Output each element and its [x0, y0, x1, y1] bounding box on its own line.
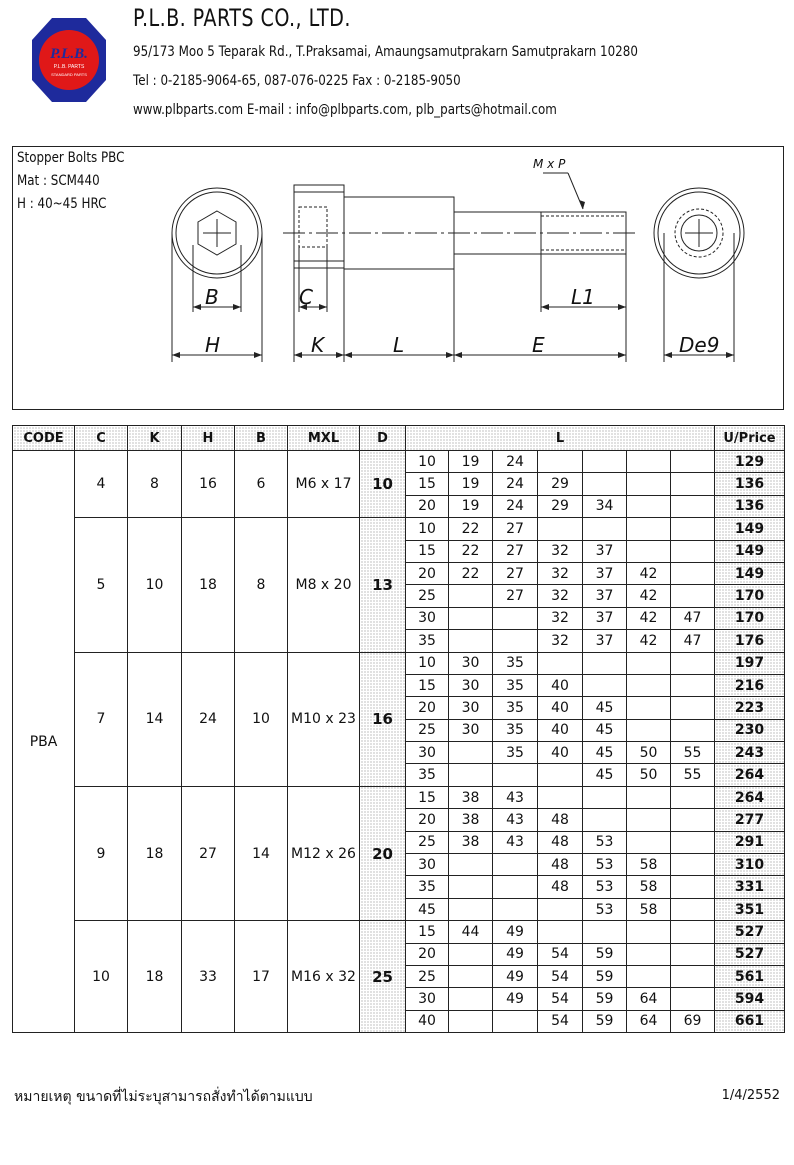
l-cell: 42 [627, 607, 671, 629]
l-cell [449, 898, 493, 920]
h-cell: 16 [182, 451, 235, 518]
price-cell: 149 [715, 518, 785, 540]
svg-text:P.L.B. PARTS: P.L.B. PARTS [53, 64, 85, 70]
l-cell: 37 [583, 562, 627, 584]
footer-note: หมายเหตุ ขนาดที่ไม่ระบุสามารถสั่งทำได้ตามแบบ [14, 1089, 313, 1105]
l-cell [627, 697, 671, 719]
l-cell [671, 540, 715, 562]
c-cell: 5 [75, 518, 128, 652]
price-table [12, 425, 785, 1033]
l-cell: 47 [671, 630, 715, 652]
l-cell: 64 [627, 988, 671, 1010]
l-cell: 35 [493, 697, 538, 719]
l-cell [671, 495, 715, 517]
l-cell [583, 921, 627, 943]
company-web-email: www.plbparts.com E-mail : info@plbparts.com, plb_parts@hotmail.com [133, 102, 557, 118]
l-cell [671, 965, 715, 987]
l-cell [538, 786, 583, 808]
l-cell [671, 988, 715, 1010]
d-cell: 25 [360, 921, 406, 1033]
l-cell [583, 809, 627, 831]
l-cell: 45 [406, 898, 449, 920]
l-cell: 53 [583, 854, 627, 876]
header-d: D [360, 426, 406, 451]
l-cell: 10 [406, 451, 449, 473]
l-cell [671, 652, 715, 674]
b-cell: 17 [235, 921, 288, 1033]
l-cell: 37 [583, 630, 627, 652]
price-cell: 661 [715, 1010, 785, 1032]
price-cell: 230 [715, 719, 785, 741]
l-cell: 55 [671, 742, 715, 764]
l-cell: 58 [627, 898, 671, 920]
l-cell: 50 [627, 742, 671, 764]
l-cell: 54 [538, 988, 583, 1010]
dim-label-e: E [532, 333, 545, 357]
l-cell: 59 [583, 1010, 627, 1032]
price-cell: 149 [715, 540, 785, 562]
l-cell: 43 [493, 831, 538, 853]
header-price: U/Price [715, 426, 785, 451]
l-cell: 35 [493, 652, 538, 674]
l-cell [627, 674, 671, 696]
l-cell [449, 1010, 493, 1032]
l-cell: 35 [493, 742, 538, 764]
l-cell: 49 [493, 921, 538, 943]
header-k: K [128, 426, 182, 451]
l-cell: 50 [627, 764, 671, 786]
price-cell: 216 [715, 674, 785, 696]
l-cell: 30 [449, 719, 493, 741]
l-cell [538, 451, 583, 473]
price-cell: 351 [715, 898, 785, 920]
l-cell [627, 540, 671, 562]
l-cell: 32 [538, 607, 583, 629]
l-cell: 58 [627, 876, 671, 898]
l-cell: 45 [583, 697, 627, 719]
l-cell: 27 [493, 562, 538, 584]
l-cell [493, 876, 538, 898]
k-cell: 14 [128, 652, 182, 786]
price-cell: 277 [715, 809, 785, 831]
l-cell: 48 [538, 831, 583, 853]
price-cell: 527 [715, 943, 785, 965]
l-cell: 49 [493, 943, 538, 965]
product-hardness: H : 40~45 HRC [17, 196, 107, 212]
price-cell: 264 [715, 786, 785, 808]
bolt-drawing [13, 147, 783, 409]
price-cell: 264 [715, 764, 785, 786]
l-cell: 27 [493, 518, 538, 540]
dim-label-c: C [299, 285, 313, 309]
l-cell [671, 876, 715, 898]
price-cell: 594 [715, 988, 785, 1010]
l-cell [538, 764, 583, 786]
l-cell [449, 607, 493, 629]
price-cell: 331 [715, 876, 785, 898]
l-cell: 22 [449, 562, 493, 584]
l-cell [538, 921, 583, 943]
l-cell [671, 518, 715, 540]
price-cell: 170 [715, 607, 785, 629]
d-cell: 20 [360, 786, 406, 920]
l-cell: 42 [627, 562, 671, 584]
h-cell: 24 [182, 652, 235, 786]
price-cell: 136 [715, 473, 785, 495]
l-cell: 19 [449, 451, 493, 473]
table-row [13, 786, 785, 808]
l-cell [583, 674, 627, 696]
l-cell [449, 742, 493, 764]
l-cell [627, 965, 671, 987]
l-cell [493, 1010, 538, 1032]
price-cell: 176 [715, 630, 785, 652]
c-cell: 4 [75, 451, 128, 518]
l-cell: 40 [406, 1010, 449, 1032]
l-cell [449, 585, 493, 607]
l-cell [583, 786, 627, 808]
l-cell: 20 [406, 697, 449, 719]
l-cell [671, 943, 715, 965]
price-cell: 527 [715, 921, 785, 943]
dim-label-l1: L1 [571, 285, 595, 309]
price-cell: 149 [715, 562, 785, 584]
svg-text:STANDARD PARTS: STANDARD PARTS [51, 72, 87, 77]
l-cell [493, 630, 538, 652]
b-cell: 10 [235, 652, 288, 786]
dim-label-h: H [205, 333, 221, 357]
l-cell: 59 [583, 965, 627, 987]
l-cell [627, 943, 671, 965]
l-cell [627, 652, 671, 674]
l-cell [538, 518, 583, 540]
b-cell: 6 [235, 451, 288, 518]
table-header-row [13, 426, 785, 451]
l-cell [671, 854, 715, 876]
l-cell [671, 674, 715, 696]
c-cell: 9 [75, 786, 128, 920]
l-cell: 10 [406, 652, 449, 674]
price-cell: 561 [715, 965, 785, 987]
h-cell: 33 [182, 921, 235, 1033]
header-b: B [235, 426, 288, 451]
l-cell: 32 [538, 562, 583, 584]
header-h: H [182, 426, 235, 451]
l-cell [671, 473, 715, 495]
l-cell: 53 [583, 831, 627, 853]
code-cell: PBA [13, 451, 75, 1033]
c-cell: 7 [75, 652, 128, 786]
l-cell: 42 [627, 585, 671, 607]
l-cell [627, 518, 671, 540]
d-cell: 13 [360, 518, 406, 652]
l-cell: 53 [583, 898, 627, 920]
l-cell [627, 921, 671, 943]
l-cell: 15 [406, 473, 449, 495]
price-cell: 310 [715, 854, 785, 876]
product-name: Stopper Bolts PBC [17, 150, 125, 166]
l-cell: 64 [627, 1010, 671, 1032]
l-cell: 40 [538, 697, 583, 719]
svg-text:P.L.B.: P.L.B. [50, 46, 88, 62]
b-cell: 8 [235, 518, 288, 652]
mxl-cell: M16 x 32 [288, 921, 360, 1033]
l-cell: 24 [493, 451, 538, 473]
dim-label-l: L [393, 333, 405, 357]
l-cell: 27 [493, 585, 538, 607]
table-row [13, 921, 785, 943]
l-cell: 45 [583, 742, 627, 764]
k-cell: 10 [128, 518, 182, 652]
l-cell [538, 652, 583, 674]
company-phone: Tel : 0-2185-9064-65, 087-076-0225 Fax : 0-2185-9050 [133, 73, 461, 89]
price-cell: 291 [715, 831, 785, 853]
l-cell: 24 [493, 473, 538, 495]
l-cell: 19 [449, 495, 493, 517]
l-cell: 49 [493, 988, 538, 1010]
price-cell: 129 [715, 451, 785, 473]
header-code: CODE [13, 426, 75, 451]
l-cell: 24 [493, 495, 538, 517]
l-cell [538, 898, 583, 920]
table-row [13, 652, 785, 674]
l-cell: 54 [538, 1010, 583, 1032]
l-cell: 54 [538, 943, 583, 965]
b-cell: 14 [235, 786, 288, 920]
l-cell [449, 876, 493, 898]
l-cell [627, 451, 671, 473]
product-material: Mat : SCM440 [17, 173, 100, 189]
l-cell: 15 [406, 786, 449, 808]
l-cell [627, 495, 671, 517]
company-address: 95/173 Moo 5 Teparak Rd., T.Praksamai, Amaungsamutprakarn Samutprakarn 10280 [133, 44, 638, 60]
price-cell: 136 [715, 495, 785, 517]
l-cell [449, 854, 493, 876]
l-cell: 38 [449, 786, 493, 808]
l-cell: 30 [449, 697, 493, 719]
l-cell [671, 921, 715, 943]
table-row [13, 451, 785, 473]
l-cell: 59 [583, 988, 627, 1010]
l-cell: 35 [493, 719, 538, 741]
table-row [13, 518, 785, 540]
l-cell: 22 [449, 540, 493, 562]
l-cell [449, 630, 493, 652]
l-cell [449, 764, 493, 786]
l-cell: 69 [671, 1010, 715, 1032]
header-l: L [406, 426, 715, 451]
l-cell [493, 854, 538, 876]
k-cell: 18 [128, 786, 182, 920]
mxl-cell: M10 x 23 [288, 652, 360, 786]
l-cell [671, 786, 715, 808]
l-cell: 48 [538, 854, 583, 876]
l-cell: 40 [538, 742, 583, 764]
mxl-cell: M8 x 20 [288, 518, 360, 652]
l-cell: 32 [538, 585, 583, 607]
l-cell: 35 [406, 630, 449, 652]
l-cell: 48 [538, 809, 583, 831]
d-cell: 10 [360, 451, 406, 518]
l-cell [627, 786, 671, 808]
footer-date: 1/4/2552 [721, 1088, 780, 1103]
company-logo [30, 16, 108, 104]
l-cell [493, 898, 538, 920]
h-cell: 27 [182, 786, 235, 920]
l-cell: 20 [406, 943, 449, 965]
l-cell: 59 [583, 943, 627, 965]
l-cell [671, 898, 715, 920]
k-cell: 8 [128, 451, 182, 518]
l-cell: 37 [583, 540, 627, 562]
mxl-cell: M6 x 17 [288, 451, 360, 518]
l-cell [583, 473, 627, 495]
l-cell: 19 [449, 473, 493, 495]
l-cell [627, 831, 671, 853]
l-cell: 45 [583, 719, 627, 741]
l-cell: 45 [583, 764, 627, 786]
l-cell: 15 [406, 921, 449, 943]
l-cell: 35 [493, 674, 538, 696]
l-cell [449, 943, 493, 965]
l-cell [627, 809, 671, 831]
dim-label-k: K [311, 333, 325, 357]
l-cell: 40 [538, 674, 583, 696]
company-name: P.L.B. PARTS CO., LTD. [133, 4, 351, 32]
l-cell: 32 [538, 540, 583, 562]
l-cell [449, 988, 493, 1010]
header-c: C [75, 426, 128, 451]
l-cell: 48 [538, 876, 583, 898]
l-cell: 44 [449, 921, 493, 943]
price-cell: 223 [715, 697, 785, 719]
l-cell: 54 [538, 965, 583, 987]
l-cell [671, 831, 715, 853]
l-cell: 25 [406, 585, 449, 607]
dim-label-b: B [205, 285, 219, 309]
l-cell: 30 [406, 854, 449, 876]
l-cell: 40 [538, 719, 583, 741]
l-cell: 20 [406, 809, 449, 831]
l-cell: 42 [627, 630, 671, 652]
l-cell: 35 [406, 876, 449, 898]
l-cell: 15 [406, 540, 449, 562]
l-cell: 30 [406, 742, 449, 764]
h-cell: 18 [182, 518, 235, 652]
l-cell: 43 [493, 786, 538, 808]
l-cell: 27 [493, 540, 538, 562]
l-cell [583, 451, 627, 473]
l-cell [583, 518, 627, 540]
thread-label-mxp: M x P [533, 157, 566, 171]
l-cell: 25 [406, 965, 449, 987]
l-cell [583, 652, 627, 674]
l-cell: 53 [583, 876, 627, 898]
l-cell: 38 [449, 831, 493, 853]
mxl-cell: M12 x 26 [288, 786, 360, 920]
l-cell [671, 809, 715, 831]
header-mxl: MXL [288, 426, 360, 451]
l-cell: 55 [671, 764, 715, 786]
l-cell [493, 607, 538, 629]
l-cell: 30 [406, 607, 449, 629]
l-cell [671, 585, 715, 607]
l-cell: 38 [449, 809, 493, 831]
l-cell: 30 [406, 988, 449, 1010]
l-cell: 58 [627, 854, 671, 876]
l-cell: 20 [406, 562, 449, 584]
l-cell: 15 [406, 674, 449, 696]
l-cell: 43 [493, 809, 538, 831]
price-cell: 243 [715, 742, 785, 764]
l-cell: 25 [406, 719, 449, 741]
l-cell [671, 562, 715, 584]
l-cell: 20 [406, 495, 449, 517]
l-cell [627, 473, 671, 495]
c-cell: 10 [75, 921, 128, 1033]
l-cell [627, 719, 671, 741]
price-cell: 197 [715, 652, 785, 674]
l-cell: 29 [538, 473, 583, 495]
l-cell: 37 [583, 607, 627, 629]
l-cell: 25 [406, 831, 449, 853]
l-cell: 22 [449, 518, 493, 540]
l-cell [671, 451, 715, 473]
l-cell: 49 [493, 965, 538, 987]
l-cell: 47 [671, 607, 715, 629]
l-cell: 29 [538, 495, 583, 517]
l-cell: 35 [406, 764, 449, 786]
l-cell: 30 [449, 674, 493, 696]
k-cell: 18 [128, 921, 182, 1033]
price-cell: 170 [715, 585, 785, 607]
l-cell: 10 [406, 518, 449, 540]
l-cell [449, 965, 493, 987]
d-cell: 16 [360, 652, 406, 786]
technical-drawing-panel [12, 146, 784, 410]
dim-label-de9: De9 [679, 333, 720, 357]
l-cell: 34 [583, 495, 627, 517]
l-cell: 30 [449, 652, 493, 674]
l-cell [671, 719, 715, 741]
l-cell: 37 [583, 585, 627, 607]
l-cell [671, 697, 715, 719]
l-cell [493, 764, 538, 786]
l-cell: 32 [538, 630, 583, 652]
